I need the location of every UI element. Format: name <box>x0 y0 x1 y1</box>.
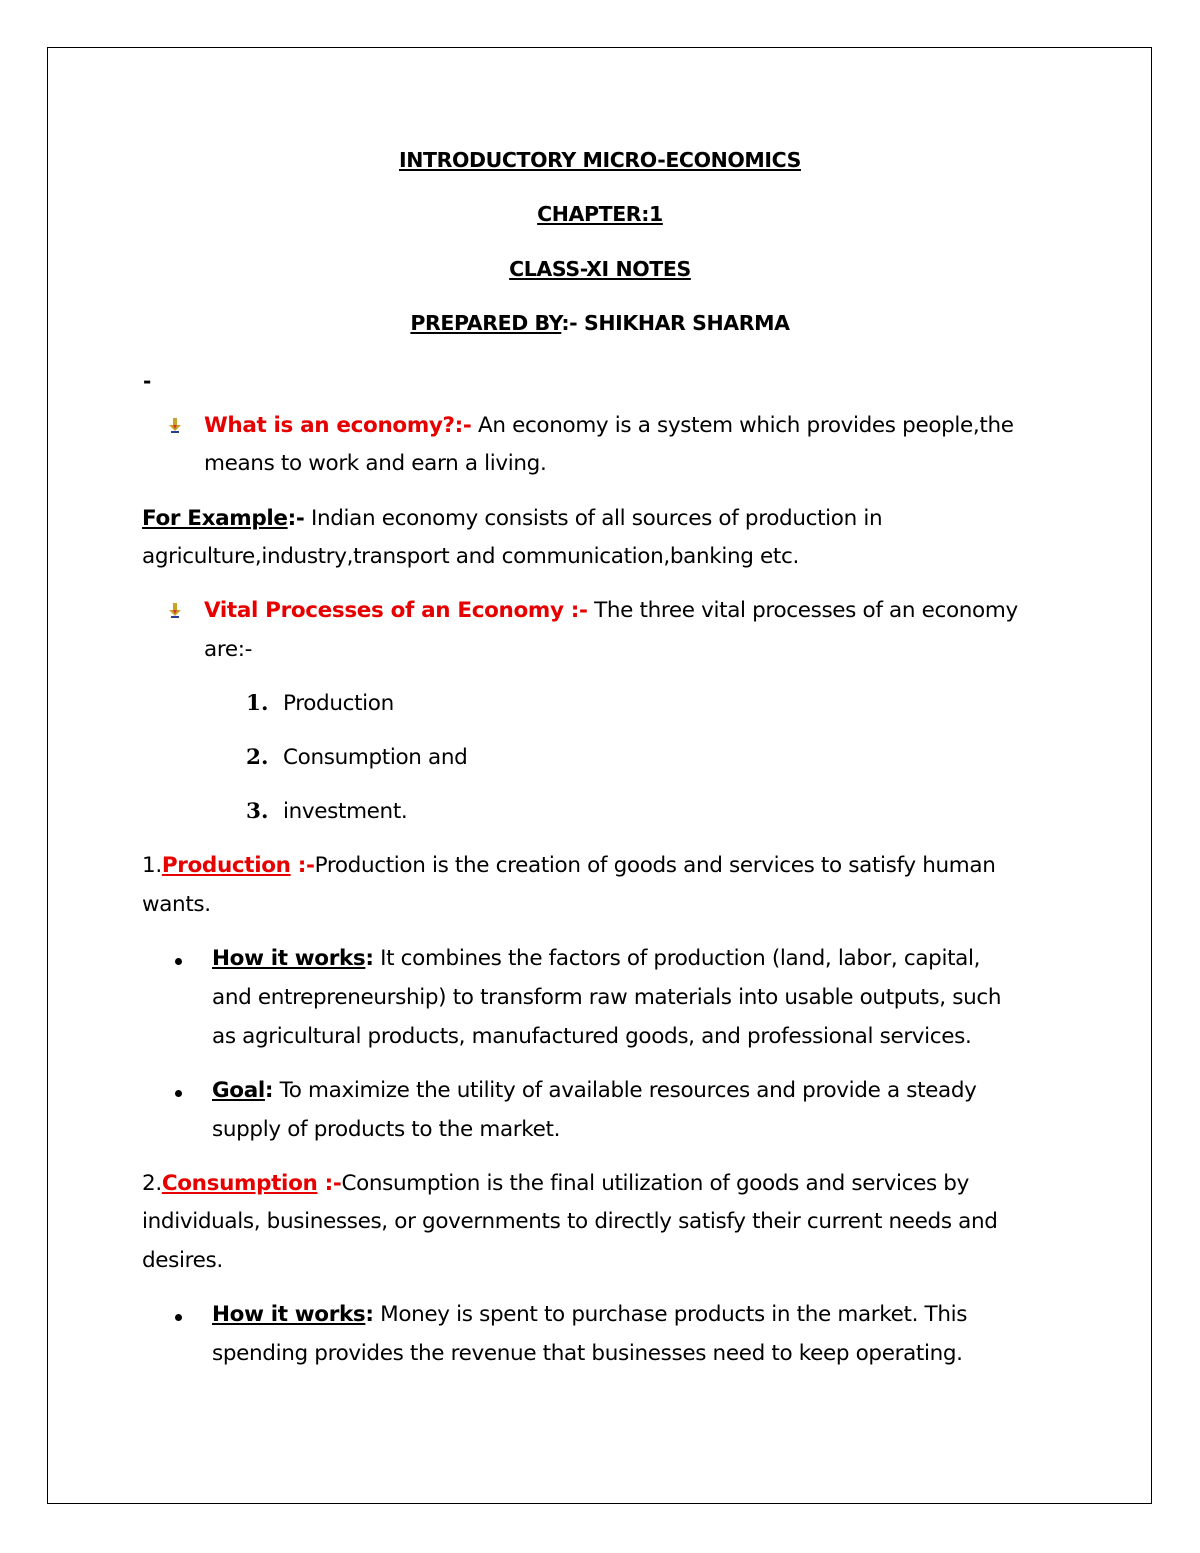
production-line-1 <box>142 853 995 879</box>
goal-text-1: To maximize the utility of available resources and provide a steady <box>273 1078 977 1103</box>
goal-colon: : <box>264 1078 274 1103</box>
document-title: INTRODUCTORY MICRO-ECONOMICS <box>399 148 801 172</box>
chapter-heading: CHAPTER:1 <box>537 202 663 226</box>
how-it-works-colon: : <box>365 946 374 971</box>
economy-definition-line-1 <box>204 413 1014 439</box>
consumption-line-1 <box>142 1171 969 1197</box>
how-it-works-label: How it works <box>212 946 366 971</box>
consumption-line-2: individuals, businesses, or governments to directly satisfy their current needs and <box>142 1209 998 1234</box>
how-it-works-line-1 <box>212 946 980 972</box>
production-text-1: Production is the creation of goods and services to satisfy human <box>314 853 996 878</box>
example-label: For Example <box>142 506 288 531</box>
list-item-production: Production <box>283 691 394 716</box>
bullet-dot-icon <box>175 958 182 965</box>
consumption-separator: :- <box>317 1171 342 1196</box>
prepared-separator: :- <box>561 311 584 335</box>
example-separator: :- <box>287 506 305 531</box>
list-number: 1. <box>246 691 269 716</box>
arrow-down-bullet-icon <box>168 418 182 434</box>
consumption-text-1: Consumption is the final utilization of goods and services by <box>341 1171 969 1196</box>
arrow-down-bullet-icon <box>168 603 182 619</box>
consumption-how-it-works-colon: : <box>365 1302 374 1327</box>
economy-text-1: An economy is a system which provides people,the <box>471 413 1014 438</box>
prepared-by-line <box>0 311 1200 335</box>
bullet-dot-icon <box>175 1314 182 1321</box>
list-item-investment: investment. <box>283 799 408 824</box>
production-separator: :- <box>290 853 315 878</box>
example-line-2: agriculture,industry,transport and communication,banking etc. <box>142 544 799 569</box>
list-number: 2. <box>246 745 269 770</box>
vital-processes-line-2: are:- <box>204 637 253 662</box>
list-item-consumption: Consumption and <box>283 745 468 770</box>
class-notes-heading: CLASS-XI NOTES <box>509 257 691 281</box>
consumption-number: 2. <box>142 1171 162 1196</box>
goal-line-2: supply of products to the market. <box>212 1117 561 1142</box>
consumption-how-it-works-text-1: Money is spent to purchase products in the market. This <box>373 1302 968 1327</box>
consumption-line-3: desires. <box>142 1248 223 1273</box>
example-line-1 <box>142 506 882 532</box>
vital-processes-heading: Vital Processes of an Economy :- <box>204 598 588 623</box>
list-number: 3. <box>246 799 269 824</box>
consumption-how-it-works-label: How it works <box>212 1302 366 1327</box>
consumption-heading: Consumption <box>161 1171 318 1196</box>
consumption-how-it-works-line-2: spending provides the revenue that businesses need to keep operating. <box>212 1341 963 1366</box>
vital-processes-text-1: The three vital processes of an economy <box>587 598 1018 623</box>
economy-definition-line-2: means to work and earn a living. <box>204 451 547 476</box>
production-heading: Production <box>161 853 291 878</box>
bullet-dot-icon <box>175 1090 182 1097</box>
how-it-works-line-3: as agricultural products, manufactured goods, and professional services. <box>212 1024 972 1049</box>
dash-mark: - <box>143 369 152 393</box>
goal-line-1 <box>212 1078 977 1104</box>
production-number: 1. <box>142 853 162 878</box>
production-line-2: wants. <box>142 892 211 917</box>
economy-heading: What is an economy?:- <box>204 413 472 438</box>
vital-processes-line-1 <box>204 598 1018 624</box>
how-it-works-line-2: and entrepreneurship) to transform raw materials into usable outputs, such <box>212 985 1002 1010</box>
consumption-how-it-works-line-1 <box>212 1302 967 1328</box>
how-it-works-text-1: It combines the factors of production (land, labor, capital, <box>373 946 981 971</box>
prepared-label: PREPARED BY <box>410 311 562 335</box>
goal-label: Goal <box>212 1078 265 1103</box>
author-name: SHIKHAR SHARMA <box>583 311 790 335</box>
example-text-1: Indian economy consists of all sources of production in <box>304 506 883 531</box>
